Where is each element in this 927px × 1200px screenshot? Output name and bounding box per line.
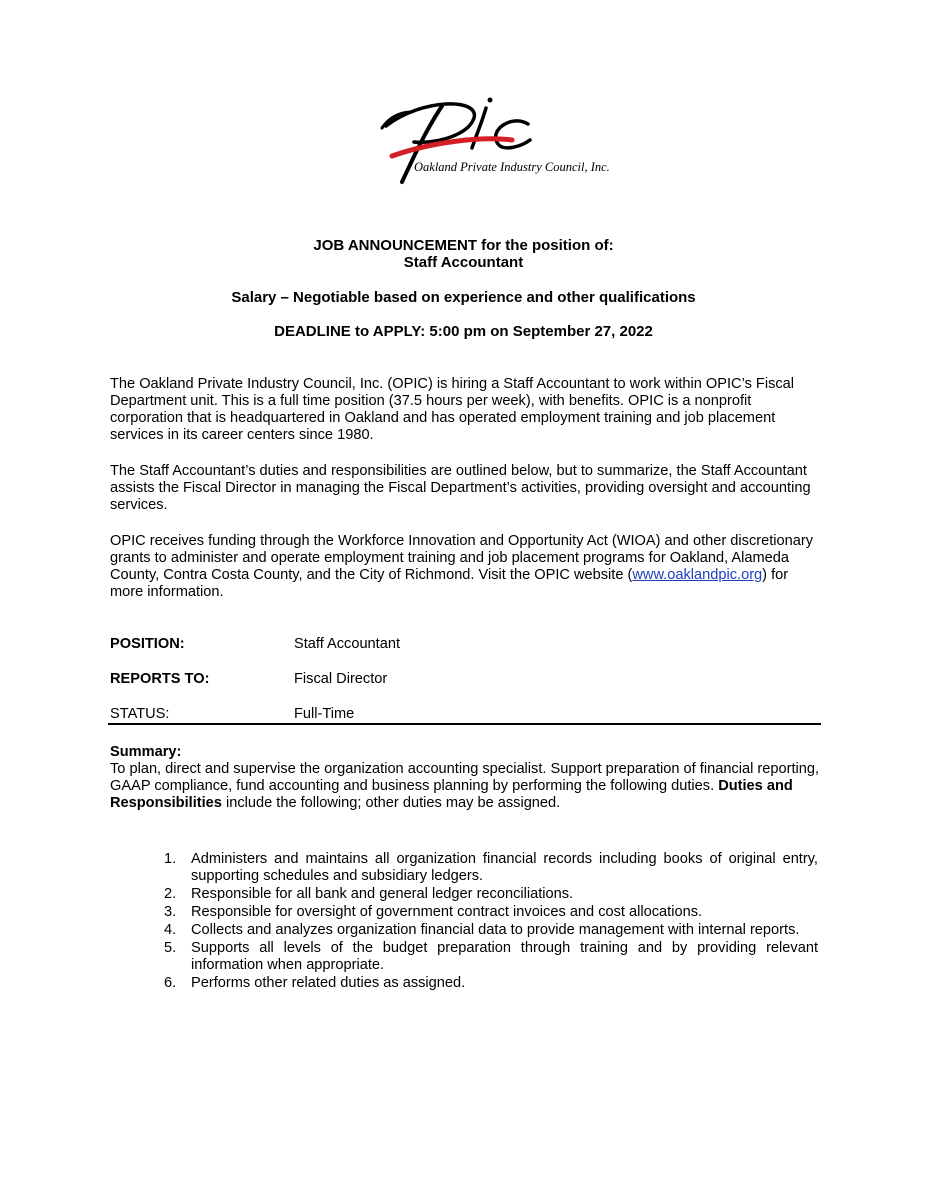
pic-logo-mark [362, 96, 602, 192]
title-line-2: Staff Accountant [403, 254, 524, 271]
salary-line: Salary – Negotiable based on experience and other qualifications [231, 289, 696, 306]
opic-website-link[interactable]: www.oaklandpic.org [632, 567, 763, 583]
summary-heading: Summary: [110, 744, 182, 760]
duty-item [160, 851, 818, 885]
duty-text: Supports all levels of the budget preparation through training and by providing relevant information when appropriate. [191, 940, 818, 973]
opic-logo [362, 96, 610, 192]
duty-text: Responsible for all bank and general ledger reconciliations. [191, 886, 574, 902]
intro-paragraph-3 [110, 533, 822, 601]
position-label: POSITION: [110, 636, 185, 652]
duty-number: 2. [164, 886, 177, 902]
duty-text: Administers and maintains all organization financial records including books of original entry, supporting schedules and subsidiary ledgers. [191, 851, 818, 884]
duties-list [160, 851, 818, 993]
status-label: STATUS: [110, 706, 170, 722]
intro-paragraph-2: The Staff Accountant’s duties and responsibilities are outlined below, but to summarize, the Staff Accountant assists the Fiscal Director in managing the Fiscal Department’s activities, providing oversight and accounting services. [110, 463, 811, 513]
reports-to-label: REPORTS TO: [110, 671, 210, 687]
paragraph-3-text-after: ) for more information. [110, 567, 789, 600]
duties-heading: Duties and Responsibilities [110, 778, 793, 811]
duty-item [160, 975, 818, 992]
duty-text: Responsible for oversight of government contract invoices and cost allocations. [191, 904, 703, 920]
duty-number: 3. [164, 904, 177, 920]
paragraph-3-text-before: OPIC receives funding through the Workforce Innovation and Opportunity Act (WIOA) and other discretionary grants to administer and operate employment training and job placement programs for Oakland, Alameda County, Contra Costa County, and the City of Richmond. Visit the OPIC website ( [110, 533, 814, 583]
duty-text: Performs other related duties as assigned. [191, 975, 466, 991]
title-line-1: JOB ANNOUNCEMENT for the position of: [313, 237, 614, 254]
duty-item [160, 886, 818, 903]
section-divider [108, 723, 821, 725]
duty-item [160, 940, 818, 974]
org-name-in-logo: Oakland Private Industry Council, Inc. [414, 160, 610, 174]
duty-item [160, 904, 818, 921]
duty-number: 4. [164, 922, 177, 938]
duty-text: Collects and analyzes organization financial data to provide management with internal reports. [191, 922, 800, 938]
announcement-title [0, 237, 927, 271]
duty-number: 5. [164, 940, 177, 956]
duties-intro: include the following; other duties may be assigned. [221, 795, 561, 811]
intro-paragraph-1: The Oakland Private Industry Council, Inc. (OPIC) is hiring a Staff Accountant to work within OPIC’s Fiscal Department unit. This is a full time position (37.5 hours per week), with benefits. OPIC is a nonprofit corporation that is headquartered in Oakland and has operated employment training and job placement services in its career centers since 1980. [110, 376, 795, 443]
reports-to-value: Fiscal Director [294, 671, 388, 687]
deadline-line: DEADLINE to APPLY: 5:00 pm on September 27, 2022 [274, 323, 653, 340]
duty-number: 6. [164, 975, 177, 991]
status-value: Full-Time [294, 706, 355, 722]
position-value: Staff Accountant [294, 636, 401, 652]
summary-section [110, 744, 822, 812]
summary-text [110, 761, 822, 812]
duty-item [160, 922, 818, 939]
summary-body: To plan, direct and supervise the organization accounting specialist. Support preparation of financial reporting, GAAP compliance, fund accounting and business planning by performing the following duties. [110, 761, 820, 794]
duty-number: 1. [164, 851, 177, 867]
